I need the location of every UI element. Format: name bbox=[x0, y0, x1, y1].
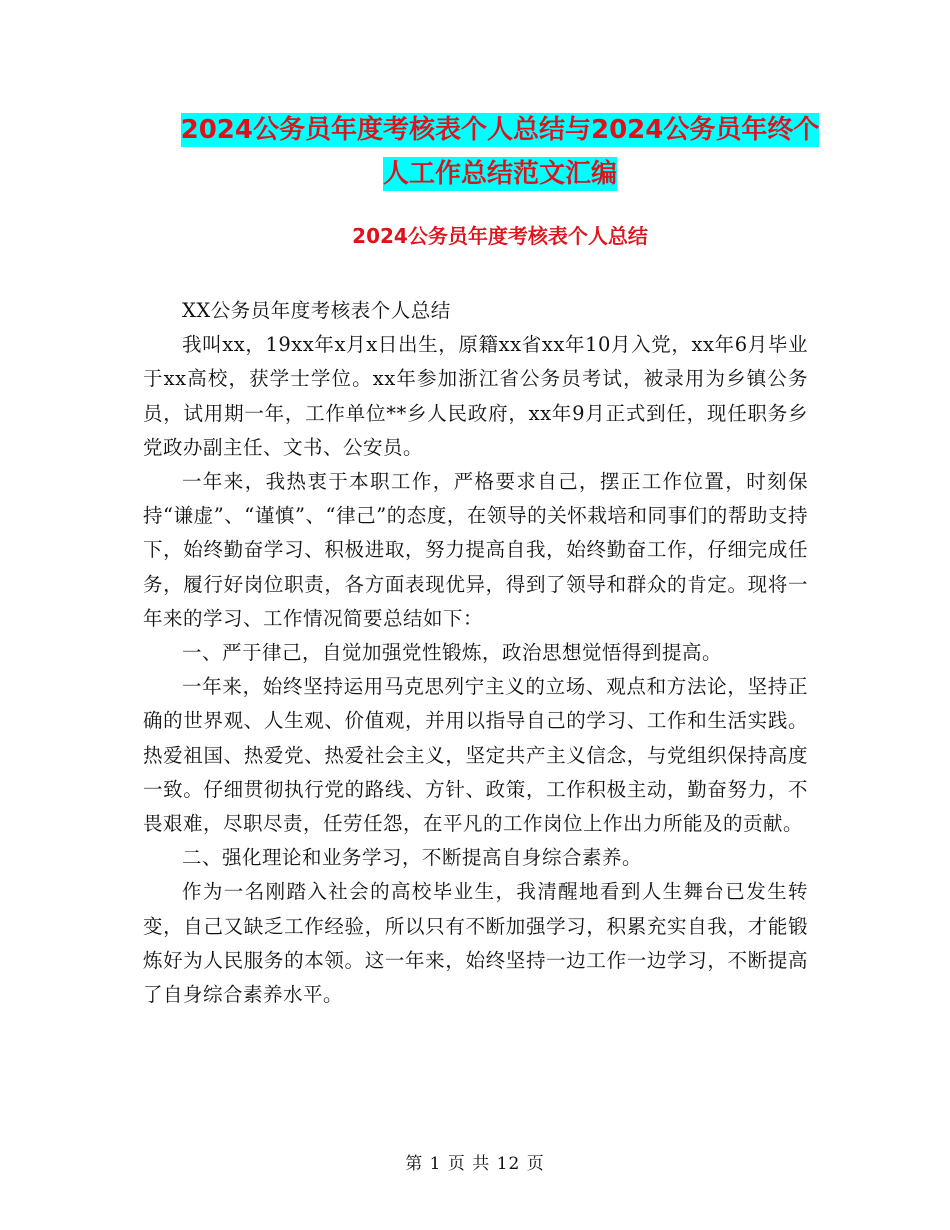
document-title-line-2 bbox=[140, 152, 860, 196]
paragraph-subheading: 一、严于律己，自觉加强党性锻炼，政治思想觉悟得到提高。 bbox=[182, 641, 723, 665]
paragraph: 一年来，始终坚持运用马克思列宁主义的立场、观点和方法论，坚持正确的世界观、人生观、价值观，并用以指导自己的学习、工作和生活实践。热爱祖国、热爱党、热爱社会主义，坚定共产主义信念，与党组织保持高度一致。仔细贯彻执行党的路线、方针、政策，工作积极主动，勤奋努力，不畏艰难，尽职尽责，任劳任怨，在平凡的工作岗位上作出力所能及的贡献。 bbox=[143, 675, 808, 836]
page-footer: 第 1 页 共 12 页 bbox=[405, 1154, 545, 1174]
document-title-text-2: 人工作总结范文汇编 bbox=[382, 159, 617, 189]
paragraph-subheading: 二、强化理论和业务学习，不断提高自身综合素养。 bbox=[182, 846, 643, 870]
document-body bbox=[143, 294, 808, 1012]
paragraph: 一年来，我热衷于本职工作，严格要求自己，摆正工作位置，时刻保持“谦虚”、“谨慎”、“律己”的态度，在领导的关怀栽培和同事们的帮助支持下，始终勤奋学习、积极进取，努力提高自我，始终勤奋工作，仔细完成任务，履行好岗位职责，各方面表现优异，得到了领导和群众的肯定。现将一年来的学习、工作情况简要总结如下： bbox=[143, 470, 808, 630]
document-title-text-1: 2024公务员年度考核表个人总结与2024公务员年终个 bbox=[180, 115, 820, 145]
paragraph: 我叫xx，19xx年x月x日出生，原籍xx省xx年10月入党，xx年6月毕业于xx高校，获学士学位。xx年参加浙江省公务员考试，被录用为乡镇公务员，试用期一年，工作单位**乡人民政府，xx年9月正式到任，现任职务乡党政办副主任、文书、公安员。 bbox=[143, 333, 808, 459]
document-title-line-1 bbox=[140, 108, 860, 152]
paragraph: 作为一名刚踏入社会的高校毕业生，我清醒地看到人生舞台已发生转变，自己又缺乏工作经验，所以只有不断加强学习，积累充实自我，才能锻炼好为人民服务的本领。这一年来，始终坚持一边工作一边学习，不断提高了自身综合素养水平。 bbox=[143, 880, 808, 1007]
paragraph-heading: XX公务员年度考核表个人总结 bbox=[182, 299, 451, 322]
section-title: 2024公务员年度考核表个人总结 bbox=[352, 224, 648, 248]
